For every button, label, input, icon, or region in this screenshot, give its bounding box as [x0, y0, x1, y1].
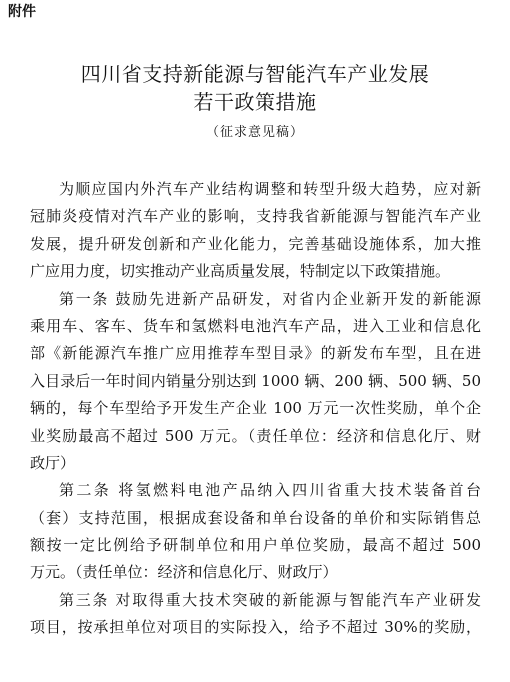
- text-line: 入目录后一年时间内销量分别达到 1000 辆、200 辆、500 辆、50: [30, 371, 481, 390]
- document-title: [0, 60, 510, 116]
- paragraph-article-3: [30, 587, 481, 642]
- text-line: 冠肺炎疫情对汽车产业的影响，支持我省新能源与智能汽车产业: [30, 207, 481, 226]
- text-line: 第二条 将氢燃料电池产品纳入四川省重大技术装备首台: [59, 481, 481, 500]
- text-line: 乘用车、客车、货车和氢燃料电池汽车产品，进入工业和信息化: [30, 316, 481, 335]
- document-body: [30, 176, 481, 642]
- text-line: 项目，按承担单位对项目的实际投入，给予不超过 30%的奖励，: [30, 618, 481, 637]
- text-line: 政厅）: [30, 453, 76, 472]
- paragraph-intro: [30, 176, 481, 286]
- text-line: （套）支持范围，根据成套设备和单台设备的单价和实际销售总: [30, 508, 481, 527]
- text-line: 第三条 对取得重大技术突破的新能源与智能汽车产业研发: [59, 590, 481, 609]
- text-line: 业奖励最高不超过 500 万元。（责任单位：经济和信息化厅、财: [30, 426, 481, 445]
- text-line: 为顺应国内外汽车产业结构调整和转型升级大趋势，应对新: [59, 180, 481, 198]
- title-line-2: 若干政策措施: [193, 90, 317, 114]
- document-subtitle: （征求意见稿）: [205, 125, 304, 140]
- title-line-1: 四川省支持新能源与智能汽车产业发展: [80, 62, 430, 86]
- text-line: 第一条 鼓励先进新产品研发，对省内企业新开发的新能源: [59, 289, 481, 308]
- text-line: 辆的，每个车型给予开发生产企业 100 万元一次性奖励，单个企: [30, 399, 481, 418]
- text-line: 发展，提升研发创新和产业化能力，完善基础设施体系，加大推: [30, 234, 481, 253]
- text-line: 部《新能源汽车推广应用推荐车型目录》的新发布车型，且在进: [30, 344, 481, 363]
- text-line: 万元。（责任单位：经济和信息化厅、财政厅）: [30, 563, 338, 582]
- text-line: 广应用力度，切实推动产业高质量发展，特制定以下政策措施。: [30, 262, 451, 281]
- attachment-label: 附件: [8, 4, 36, 20]
- text-line: 额按一定比例给予研制单位和用户单位奖励，最高不超过 500: [30, 536, 481, 555]
- paragraph-article-2: [30, 477, 481, 587]
- paragraph-article-1: [30, 286, 481, 478]
